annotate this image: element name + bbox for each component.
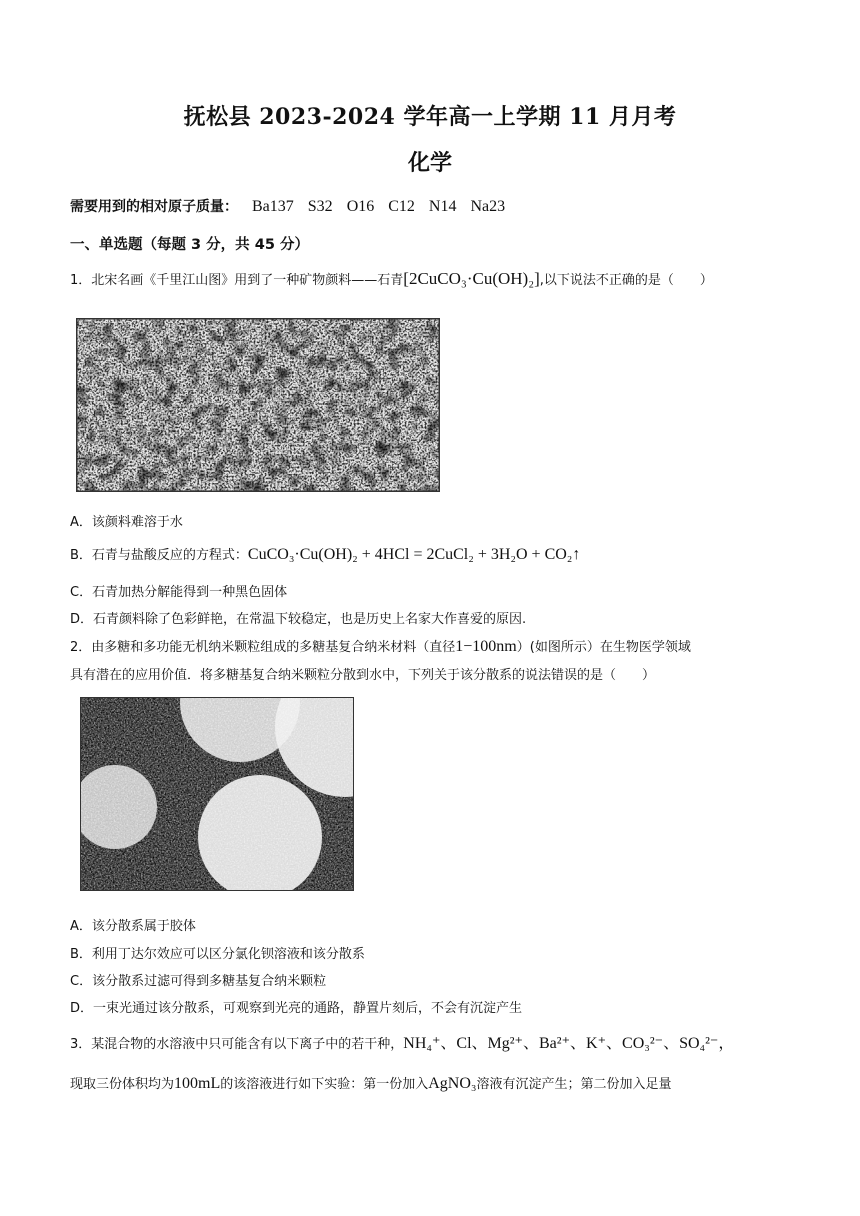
mass-item: Ba137 <box>252 198 294 215</box>
question-2-option-a: A．该分散系属于胶体 <box>70 919 196 934</box>
option-b-equation: CuCO₃·Cu(OH)₂ + 4HCl = 2CuCl₂ + 3H₂O + CO₂↑ <box>247 546 581 563</box>
question-1-option-a: A．该颜料难溶于水 <box>70 515 183 530</box>
question-1-option-c: C．石青加热分解能得到一种黑色固体 <box>70 585 288 600</box>
question-1-stem <box>70 269 713 289</box>
page-title: 抚松县 2023-2024 学年高一上学期 11 月月考 <box>183 104 677 130</box>
question-3-ions: NH₄⁺、Cl、Mg²⁺、Ba²⁺、K⁺、CO₃²⁻、SO₄²⁻， <box>403 1035 735 1052</box>
question-2-size-range: 1−100nm <box>455 638 517 655</box>
question-3-reagent: AgNO₃ <box>428 1075 477 1092</box>
question-3-text-2: 现取三份体积均为 <box>70 1077 175 1092</box>
question-3-text-3: 的该溶液进行如下实验：第一份加入 <box>220 1077 429 1092</box>
question-3-stem-line-1 <box>70 1030 734 1053</box>
question-2-text-2: ）(如图所示）在生物医学领域 <box>516 640 691 655</box>
painting-photo <box>76 318 440 492</box>
question-1-option-b <box>70 544 580 564</box>
question-2-option-b: B．利用丁达尔效应可以区分氯化钡溶液和该分散系 <box>70 947 365 962</box>
question-1-option-d: D．石青颜料除了色彩鲜艳，在常温下较稳定，也是历史上名家大作喜爱的原因. <box>70 612 527 627</box>
question-2-option-c: C．该分散系过滤可得到多糖基复合纳米颗粒 <box>70 974 327 989</box>
question-1-formula: [2CuCO₃·Cu(OH)₂] <box>403 269 540 288</box>
mass-item: Na23 <box>470 198 506 215</box>
subject-title: 化学 <box>407 150 452 176</box>
question-1-text-end: ,以下说法不正确的是（ ） <box>539 273 713 288</box>
section-heading: 一、单选题（每题 3 分，共 45 分） <box>70 237 309 253</box>
question-3-volume: 100mL <box>174 1075 221 1092</box>
option-b-text: B．石青与盐酸反应的方程式： <box>70 548 248 563</box>
question-2-option-d: D．一束光通过该分散系，可观察到光亮的通路，静置片刻后，不会有沉淀产生 <box>70 1001 523 1016</box>
question-3-stem-line-2 <box>70 1073 672 1093</box>
question-3-text: 3．某混合物的水溶液中只可能含有以下离子中的若干种， <box>70 1037 404 1052</box>
question-2-stem-line-2: 具有潜在的应用价值．将多糖基复合纳米颗粒分散到水中，下列关于该分散系的说法错误的是（ ） <box>70 668 656 683</box>
question-3-text-4: 溶液有沉淀产生；第二份加入足量 <box>476 1077 672 1092</box>
question-2-text: 2．由多糖和多功能无机纳米颗粒组成的多糖基复合纳米材料（直径 <box>70 640 456 655</box>
mass-item: O16 <box>346 198 375 215</box>
nanoparticle-photo <box>80 697 354 891</box>
atomic-masses <box>70 196 505 216</box>
mass-item: N14 <box>428 198 457 215</box>
question-1-text: 1．北宋名画《千里江山图》用到了一种矿物颜料——石青 <box>70 273 404 288</box>
atomic-masses-label: 需要用到的相对原子质量： <box>70 199 238 215</box>
mass-item: C12 <box>388 198 415 215</box>
question-2-stem-line-1 <box>70 636 691 656</box>
mass-item: S32 <box>307 198 333 215</box>
